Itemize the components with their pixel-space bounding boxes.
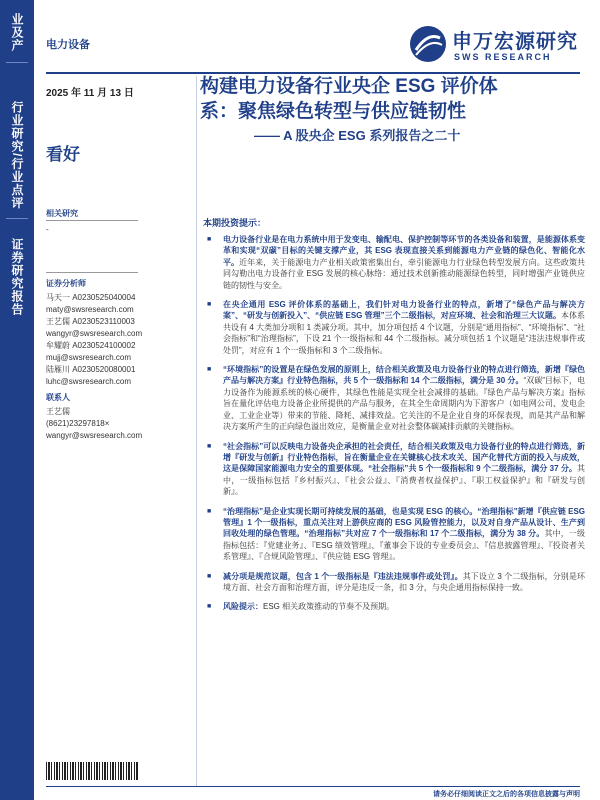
bullet-bold: 在央企通用 ESG 评价体系的基础上，我们针对电力设备行业的特点，新增了“绿色产品与解决方案”、“研发与创新投入”、“供应链 ESG 管理”三个二级指标，对应环境、社会和治理三大议题。 — [223, 300, 585, 321]
analyst-line: 马天一 A0230525040004 — [46, 293, 136, 302]
footer-rule — [46, 786, 580, 787]
bullet-item — [203, 299, 585, 356]
analyst-email[interactable]: wangyr@swsresearch.com — [46, 329, 143, 338]
logo-english: SWS RESEARCH — [454, 52, 552, 62]
title-line-2: 系：聚焦绿色转型与供应链韧性 — [200, 101, 467, 122]
bullet-item — [203, 441, 585, 498]
bullet-bold: “环境指标”的设置是在绿色发展的原则上，结合相关政策及电力设备行业的特点进行筛选，新增『绿色产品与解决方案』行业特色指标，共 5 个一级指标和 14 个二级指标，满分是 30 分。 — [223, 365, 585, 386]
logo-chinese: 申万宏源研究 — [452, 31, 578, 53]
report-date: 2025 年 11 月 13 日 — [46, 88, 134, 99]
bullet-text: ESG 相关政策推动的节奏不及预期。 — [263, 602, 395, 612]
sidebar-category: 业及产 — [10, 12, 24, 52]
sidebar-report-type: 行业研究/行业点评 — [10, 100, 24, 210]
bullet-item — [203, 506, 585, 563]
bullet-item — [203, 364, 585, 432]
bullet-bold: 减分项是规范议题，包含 1 个一级指标是『违法违规事件或处罚』。 — [223, 571, 463, 581]
logo-mark-icon — [408, 24, 448, 64]
company-logo — [408, 22, 580, 70]
contact-heading: 联系人 — [46, 393, 70, 402]
analyst-email[interactable]: mujj@swsresearch.com — [46, 353, 132, 362]
bullet-item — [203, 234, 585, 291]
analyst-line: 陆雁川 A0230520080001 — [46, 365, 136, 374]
contact-name: 王艺儒 — [46, 407, 70, 416]
related-rule — [46, 220, 138, 221]
contact-email[interactable]: wangyr@swsresearch.com — [46, 431, 143, 440]
bullet-text: 其下设立 3 个二级指标，分别是环境方面、社会方面和治理方面，评分是违反一条，扣 3 分，与央企通用指标保持一致。 — [223, 571, 585, 592]
contact-list — [46, 406, 186, 442]
bullet-bold: 电力设备行业是在电力系统中用于发变电、输配电、保护控制等环节的各类设备和装置，是能源体系变革和实现“双碳”目标的关键支撑产业，其 ESG 表现直接关系到能源电力产业链的绿色化、智能化水平。 — [223, 235, 585, 267]
analyst-line: 王艺儒 A0230523110003 — [46, 317, 135, 326]
barcode-image — [46, 762, 138, 780]
section-title: 本期投资提示： — [203, 218, 267, 228]
analyst-list — [46, 292, 186, 388]
sidebar-divider — [6, 218, 28, 219]
sector-label: 电力设备 — [46, 39, 90, 51]
bullet-list — [203, 234, 585, 621]
bullet-text: 本体系共设有 4 大类加分项和 1 类减分项。其中，加分项包括 4 个议题，分别是“通用指标”、“环境指标”、“社会指标”和“治理指标”，下设 21 个一级指标和 44 个二级指标。减分项包括 1 个议题是“违法违规事件或处罚”，对应有 1 个一级指标和 3 个二级指标。 — [223, 311, 585, 355]
title-line-1: 构建电力设备行业央企 ESG 评价体 — [200, 76, 498, 97]
related-research-heading: 相关研究 — [46, 209, 78, 218]
bullet-item — [203, 571, 585, 594]
analyst-rule — [46, 272, 138, 273]
footer-disclaimer: 请务必仔细阅读正文之后的各项信息披露与声明 — [433, 791, 580, 798]
bullet-bold: “治理指标”是企业实现长期可持续发展的基础，也是实现 ESG 的核心。“治理指标”新增『供应链 ESG 管理』1 个一级指标，重点关注对上游供应商的 ESG 风险管控能力，以及对自身产品从设计、生产到回收处理的绿色管理。“治理指标”共对应 7 个一级指标和 17 个二级指标，满分为 38 分。 — [223, 506, 585, 539]
report-title — [200, 74, 585, 124]
bullet-bold: “社会指标”可以反映电力设备央企承担的社会责任，结合相关政策及电力设备行业的特点进行筛选，新增『研发与创新』行业特色指标，旨在衡量企业在关键核心技术攻关、国产化替代方面的投入与成效，这是保障国家能源电力安全的重要体现。“社会指标”共 5 个一级指标和 9 个二级指标，满分 37 分。 — [223, 441, 585, 474]
bullet-text: 近年来，关于能源电力产业相关政策密集出台，牵引能源电力行业绿色转型发展方向。这些政策共同勾勒出电力设备行业 ESG 发展的核心脉络：通过技术创新推动能源绿色转型，同时增强产业链供应链的韧性与安全。 — [223, 257, 585, 290]
contact-phone: (8621)23297818× — [46, 419, 110, 428]
bullet-text: 其中，一级指标包括『乡村振兴』、『社会公益』、『消费者权益保护』、『职工权益保护』和『研发与创新』。 — [223, 464, 585, 497]
report-subtitle: —— A 股央企 ESG 系列报告之二十 — [254, 128, 461, 143]
related-research-item: - — [46, 225, 49, 234]
analyst-line: 牟耀蔚 A0230524100002 — [46, 341, 136, 350]
left-sidebar — [0, 0, 34, 800]
bullet-item — [203, 601, 585, 612]
analyst-email[interactable]: luhc@swsresearch.com — [46, 377, 132, 386]
bullet-bold: 风险提示： — [223, 602, 263, 612]
sidebar-report-label: 证券研究报告 — [10, 238, 24, 316]
rating-label: 看好 — [46, 145, 80, 164]
bullet-text: “双碳”目标下，电力设备作为能源系统的核心硬件，其绿色性能是实现全社会减排的基础。『绿色产品与解决方案』指标旨在量化评估电力设备企业所提供的产品与服务，在其全生命周期内为下游客户（如电网公司、发电企业、工业企业等）带来的节能、降耗、减排效益。它关注的不是企业自身的环保表现，而是其产品和解决方案所产生的正向绿色溢出效应，是衡量企业对社会整体碳减排贡献的关键指标。 — [223, 376, 585, 432]
analyst-heading: 证券分析师 — [46, 279, 86, 288]
bullet-text: 其中，一级指标包括：『党建业务』、『ESG 绩效管理』、『董事会下设的专业委员会』、『信息披露管理』、『投资者关系管理』、『合规风险管理』、『供应链 ESG 管理』。 — [223, 529, 585, 562]
column-divider — [196, 76, 197, 786]
analyst-email[interactable]: maty@swsresearch.com — [46, 305, 134, 314]
sidebar-divider — [6, 62, 28, 63]
